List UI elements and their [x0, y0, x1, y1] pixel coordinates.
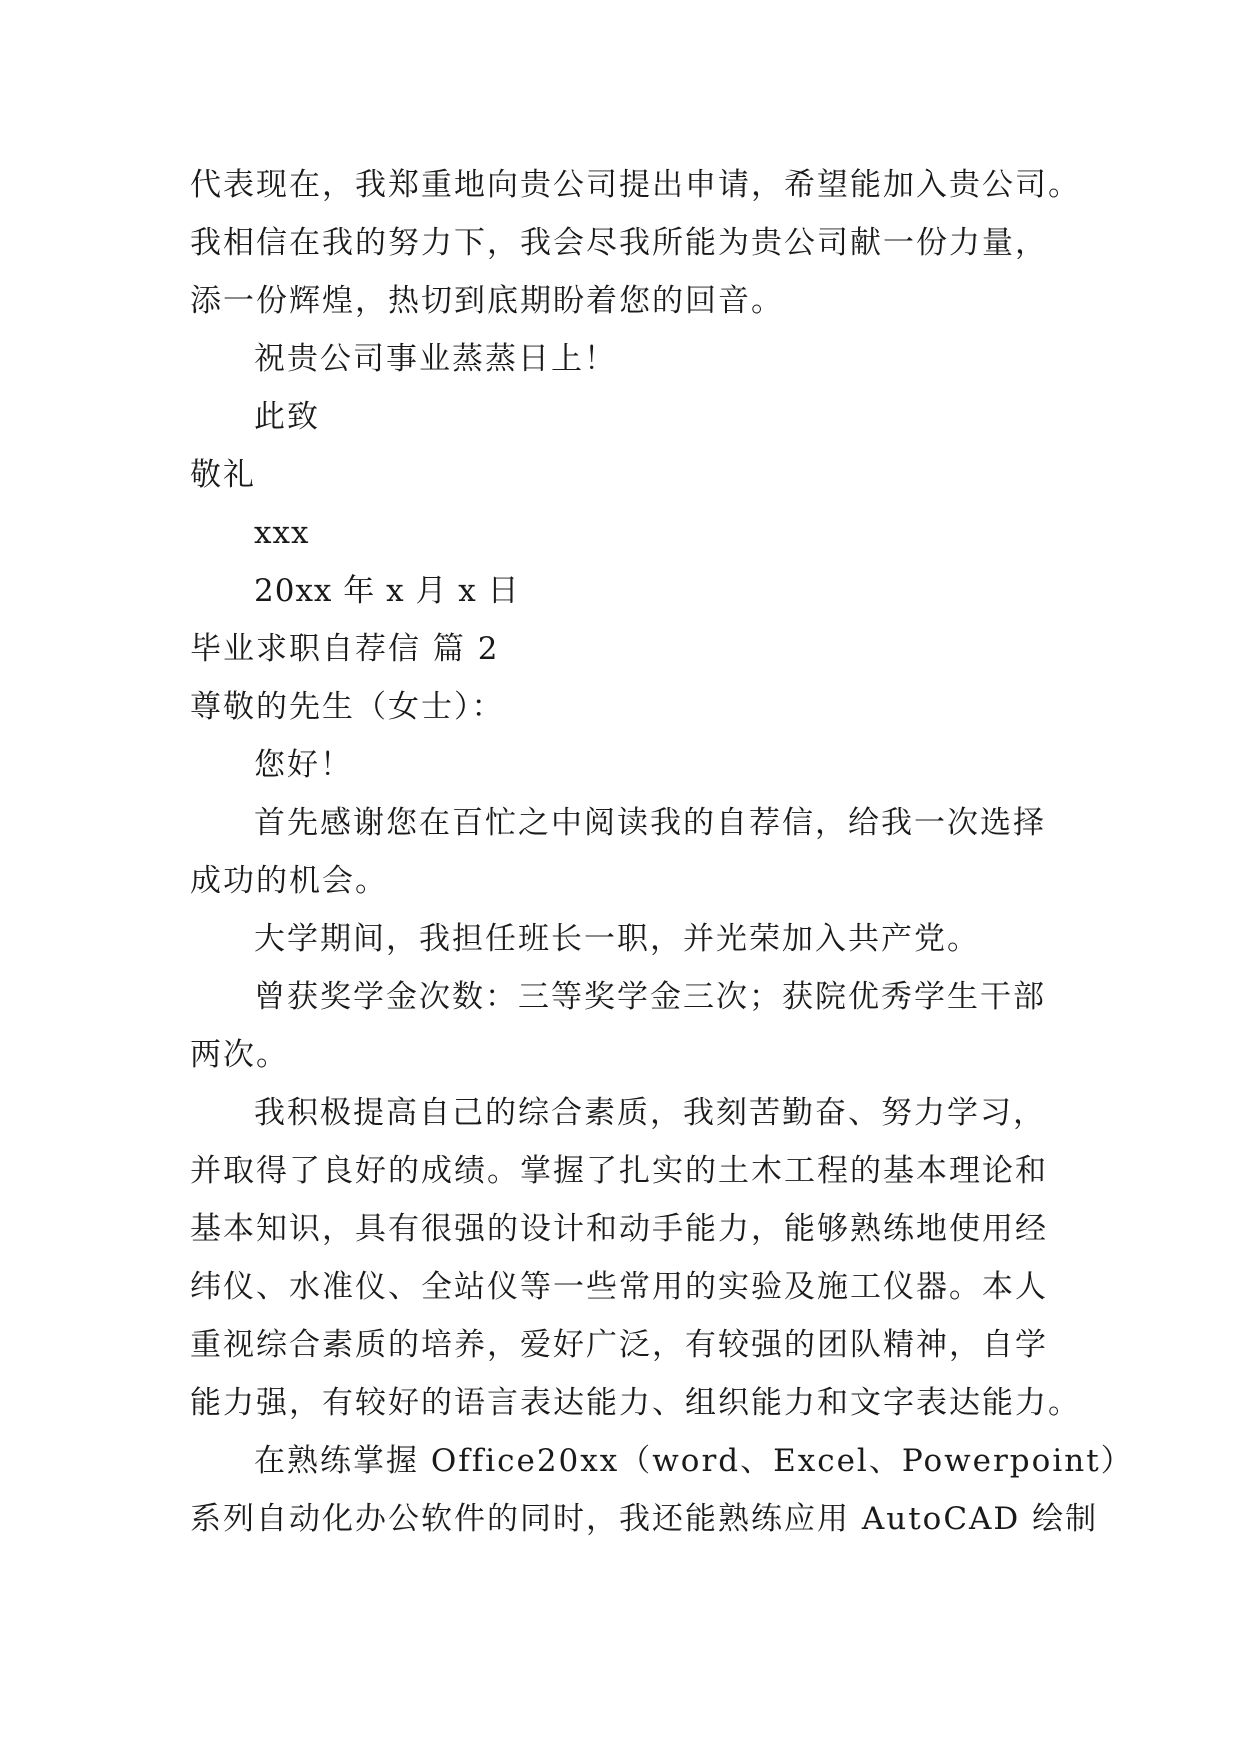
signature-name: xxx: [254, 515, 310, 551]
text-line: 在熟练掌握 Office20xx（word、Excel、Powerpoint）: [254, 1443, 1134, 1479]
letter-hello: 您好！: [254, 747, 353, 783]
text-line: 并取得了良好的成绩。掌握了扎实的土木工程的基本理论和: [190, 1153, 1048, 1189]
text-line: 大学期间，我担任班长一职，并光荣加入共产党。: [254, 921, 980, 957]
text-line: 基本知识，具有很强的设计和动手能力，能够熟练地使用经: [190, 1211, 1048, 1247]
section-heading: 毕业求职自荐信 篇 2: [190, 631, 500, 667]
text-line: 能力强，有较好的语言表达能力、组织能力和文字表达能力。: [190, 1385, 1081, 1421]
text-line: 我相信在我的努力下，我会尽我所能为贵公司献一份力量，: [190, 225, 1048, 261]
closing-salutation: 此致: [254, 399, 320, 435]
letter-greeting: 尊敬的先生（女士）：: [190, 689, 505, 725]
text-line: 纬仪、水准仪、全站仪等一些常用的实验及施工仪器。本人: [190, 1269, 1048, 1305]
text-line: 首先感谢您在百忙之中阅读我的自荐信，给我一次选择: [254, 805, 1046, 841]
text-line: 我积极提高自己的综合素质，我刻苦勤奋、努力学习，: [254, 1095, 1046, 1131]
text-line: 成功的机会。: [190, 863, 388, 899]
text-line: 系列自动化办公软件的同时，我还能熟练应用 AutoCAD 绘制: [190, 1501, 1099, 1537]
closing-regards: 敬礼: [190, 457, 256, 493]
text-line: 重视综合素质的培养，爱好广泛，有较强的团队精神，自学: [190, 1327, 1048, 1363]
signature-date: 20xx 年 x 月 x 日: [254, 573, 520, 609]
text-line: 添一份辉煌，热切到底期盼着您的回音。: [190, 283, 784, 319]
closing-wish: 祝贵公司事业蒸蒸日上！: [254, 341, 617, 377]
text-line: 两次。: [190, 1037, 289, 1073]
text-line: 代表现在，我郑重地向贵公司提出申请，希望能加入贵公司。: [190, 167, 1081, 203]
text-line: 曾获奖学金次数：三等奖学金三次；获院优秀学生干部: [254, 979, 1046, 1015]
